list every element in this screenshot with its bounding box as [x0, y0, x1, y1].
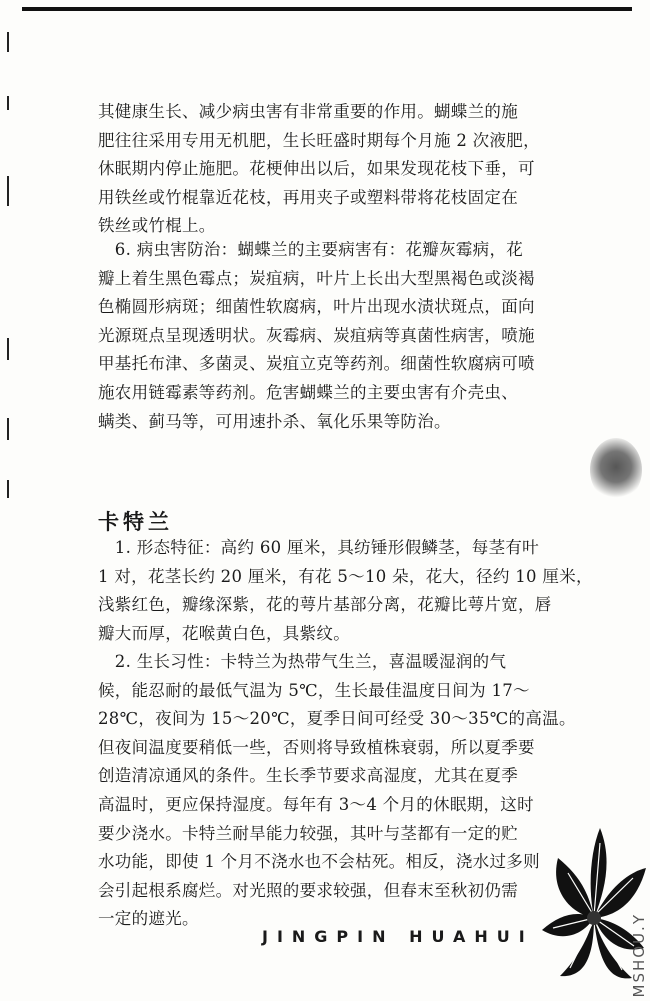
text-line: 光源斑点呈现透明状。灰霉病、炭疽病等真菌性病害，喷施 [98, 325, 535, 345]
text-line: 6. 病虫害防治：蝴蝶兰的主要病害有：花瓣灰霉病，花 [98, 240, 524, 259]
text-line: 甲基托布津、多菌灵、炭疽立克等药剂。细菌性软腐病可喷 [98, 354, 535, 374]
section-title: 卡特兰 [98, 509, 173, 534]
binding-mark [7, 480, 9, 498]
watermark: MSHOU.Y [630, 912, 648, 997]
text-line: 1. 形态特征：高约 60 厘米，具纺锤形假鳞茎，每茎有叶 [98, 538, 539, 557]
text-line: 瓣上着生黑色霉点；炭疽病，叶片上长出大型黑褐色或淡褐 [98, 268, 535, 288]
text-line: 水功能，即使 1 个月不浇水也不会枯死。相反，浇水过多则 [98, 852, 540, 872]
text-line: 休眠期内停止施肥。花梗伸出以后，如果发现花枝下垂，可 [98, 159, 535, 179]
page-number-halftone [590, 438, 642, 502]
top-rule [22, 7, 632, 11]
binding-mark [7, 96, 9, 110]
binding-mark [7, 176, 9, 206]
text-line: 肥往往采用专用无机肥，生长旺盛时期每个月施 2 次液肥， [98, 130, 540, 150]
text-line: 浅紫红色，瓣缘深紫，花的萼片基部分离，花瓣比萼片宽，唇 [98, 595, 552, 615]
text-line: 1 对，花茎长约 20 厘米，有花 5～10 朵，花大，径约 10 厘米， [98, 566, 593, 586]
paragraph-growth-habits [98, 648, 576, 934]
text-line: 高温时，更应保持湿度。每年有 3～4 个月的休眠期，这时 [98, 794, 534, 814]
binding-mark [7, 338, 9, 360]
text-line: 会引起根系腐烂。对光照的要求较强，但春末至秋初仍需 [98, 880, 518, 900]
binding-mark [7, 418, 9, 440]
text-line: 创造清凉通风的条件。生长季节要求高湿度，尤其在夏季 [98, 766, 518, 786]
text-line: 色椭圆形病斑；细菌性软腐病，叶片出现水渍状斑点，面向 [98, 297, 535, 317]
running-footer: JINGPIN HUAHUI [262, 927, 534, 946]
text-line: 一定的遮光。 [98, 909, 199, 929]
text-line: 其健康生长、减少病虫害有非常重要的作用。蝴蝶兰的施 [98, 102, 518, 121]
text-line: 铁丝或竹棍上。 [98, 216, 216, 236]
text-line: 但夜间温度要稍低一些，否则将导致植株衰弱，所以夏季要 [98, 737, 535, 757]
paragraph-pest-control [98, 236, 556, 436]
text-line: 2. 生长习性：卡特兰为热带气生兰，喜温暖湿润的气 [98, 652, 507, 671]
paragraph-fertilizing [98, 98, 556, 241]
text-line: 用铁丝或竹棍靠近花枝，再用夹子或塑料带将花枝固定在 [98, 187, 518, 207]
text-line: 瓣大而厚，花喉黄白色，具紫纹。 [98, 623, 350, 643]
paragraph-morphology [98, 534, 593, 648]
text-line: 螨类、蓟马等，可用速扑杀、氧化乐果等防治。 [98, 411, 451, 431]
text-line: 要少浇水。卡特兰耐旱能力较强，其叶与茎都有一定的贮 [98, 823, 518, 843]
text-line: 28℃，夜间为 15～20℃，夏季日间可经受 30～35℃的高温。 [98, 709, 576, 729]
binding-mark [7, 32, 9, 52]
text-line: 施农用链霉素等药剂。危害蝴蝶兰的主要虫害有介壳虫、 [98, 382, 518, 402]
text-line: 候，能忍耐的最低气温为 5℃，生长最佳温度日间为 17～ [98, 680, 530, 700]
